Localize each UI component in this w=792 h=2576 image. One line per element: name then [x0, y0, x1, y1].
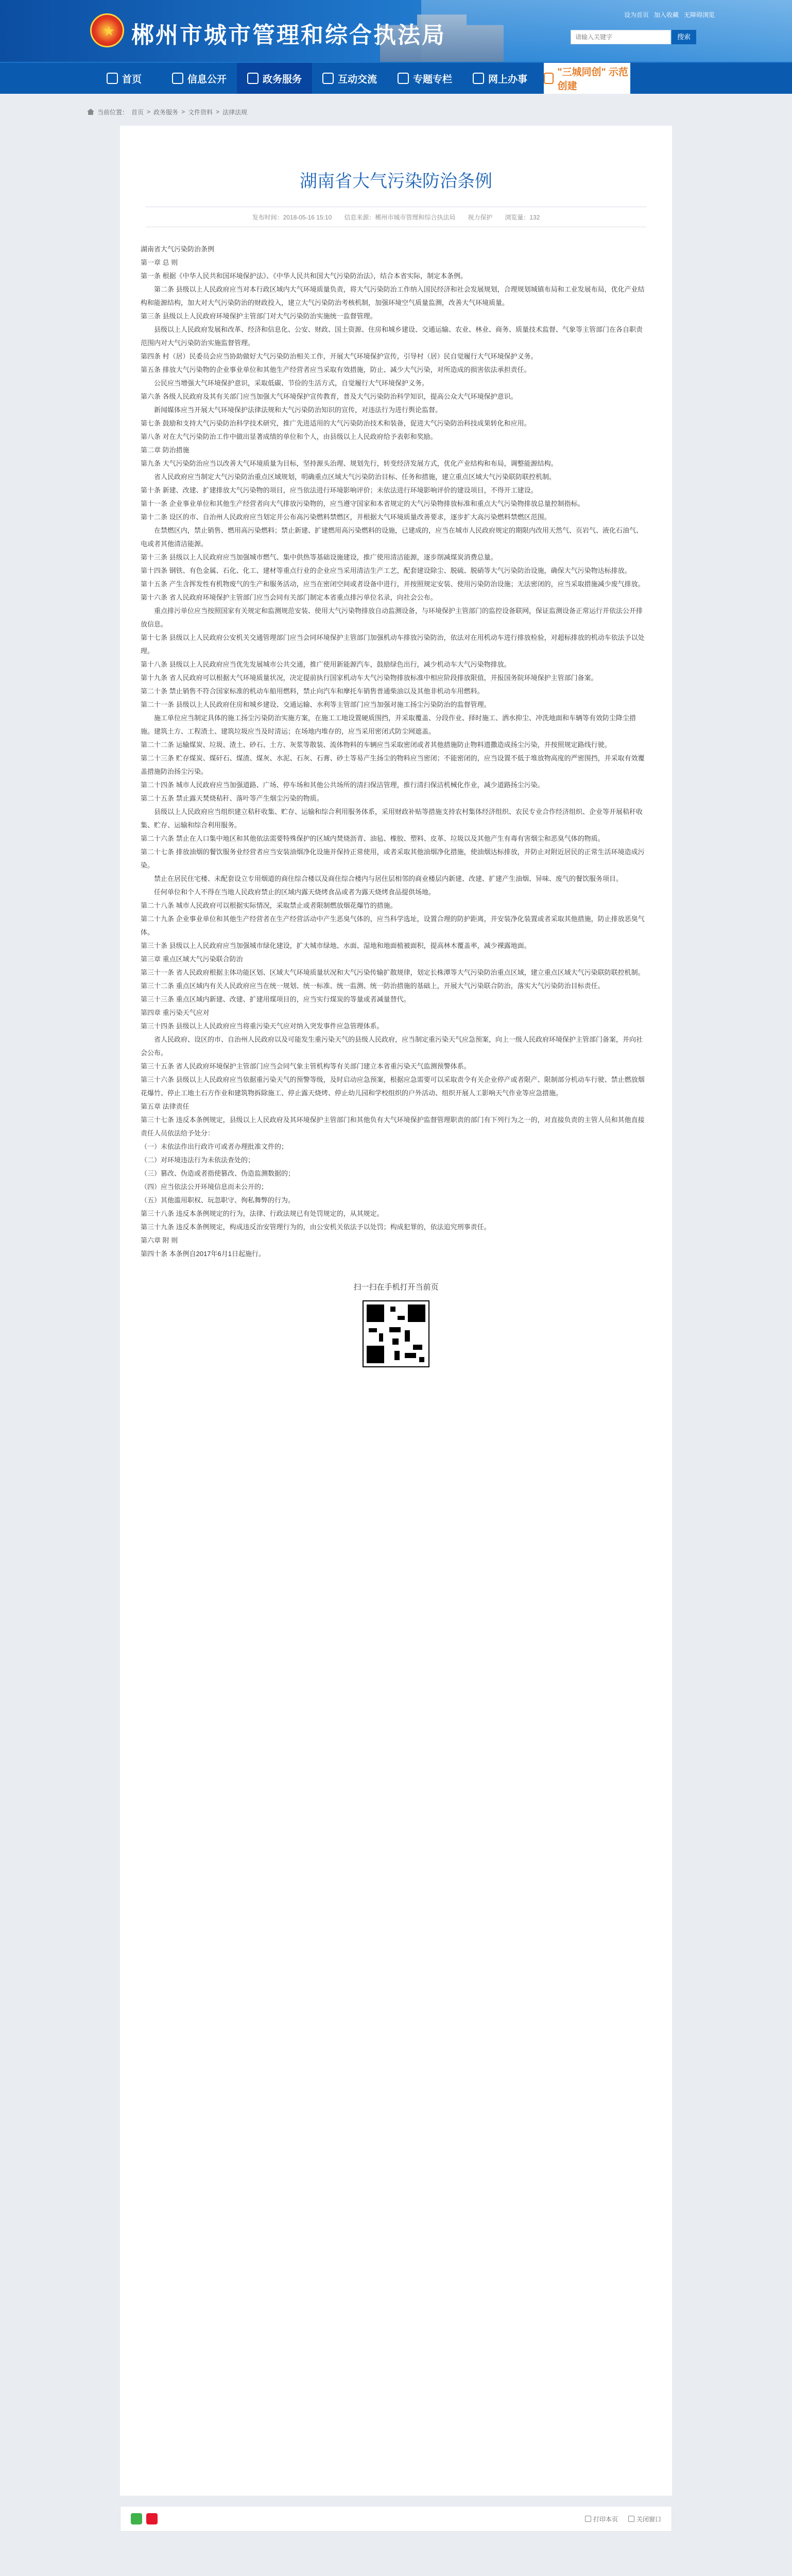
- article-paragraph: 第六章 附 则: [141, 1236, 178, 1244]
- breadcrumb-home[interactable]: 首页: [131, 108, 144, 116]
- article-paragraph: 第十七条 县级以上人民政府公安机关交通管理部门应当会同环境保护主管部门加强机动车排放污染防治，依法对在用机动车进行排放检验，对超标排放的机动车依法予以处理。: [141, 634, 645, 655]
- article-paragraph: 第二十一条 县级以上人民政府住房和城乡建设、交通运输、水利等主管部门应当加强对施工扬尘污染防治的监督管理。: [141, 701, 491, 708]
- article-paragraph: 第三十六条 县级以上人民政府应当依据重污染天气的预警等级，及时启动应急预案，根据应急需要可以采取责令有关企业停产或者限产、限制部分机动车行驶、禁止燃放烟花爆竹、停止工地土石方作业和建筑物拆除施工、停止露天烧烤、停止幼儿园和学校组织的户外活动、组织开展人工影响天气作业等应急措施。: [141, 1076, 645, 1097]
- site-header: [0, 0, 792, 62]
- view-count: 浏览量：132: [505, 213, 540, 221]
- article-paragraph: 第三十条 县级以上人民政府应当加强城市绿化建设，扩大城市绿地、水面、湿地和地面植被面积，提高林木覆盖率，减少裸露地面。: [141, 942, 531, 950]
- article-paragraph: 第十六条 省人民政府环境保护主管部门应当会同有关部门制定本省重点排污单位名录，向社会公布。: [141, 594, 437, 601]
- article-paragraph: （三）篡改、伪造或者指使篡改、伪造监测数据的；: [141, 1170, 295, 1177]
- article-paragraph: 第七条 鼓励和支持大气污染防治科学技术研究，推广先进适用的大气污染防治技术和装备，促进大气污染防治科技成果转化和应用。: [141, 419, 531, 427]
- campaign-icon: [544, 73, 554, 84]
- article-paragraph: 第四十条 本条例自2017年6月1日起施行。: [141, 1250, 265, 1258]
- article-paragraph: 第四条 村（居）民委员会应当协助做好大气污染防治相关工作，开展大气环境保护宣传，引导村（居）民自觉履行大气环境保护义务。: [141, 352, 538, 360]
- article-paragraph: 第二十四条 城市人民政府应当加强道路、广场、停车场和其他公共场所的清扫保洁管理，推行清扫保洁机械化作业，减少道路扬尘污染。: [141, 781, 544, 789]
- national-emblem-icon: ★: [90, 13, 124, 47]
- article-paragraph: 第三十八条 违反本条例规定的行为，法律、行政法规已有处罚规定的，从其规定。: [141, 1210, 384, 1217]
- eye-care-toggle[interactable]: 视力保护: [468, 213, 493, 221]
- article-paragraph: 第六条 各级人民政府及其有关部门应当加强大气环境保护宣传教育，普及大气污染防治科学知识，提高公众大气环境保护意识。: [141, 393, 518, 400]
- article-paragraph: 重点排污单位应当按照国家有关规定和监测规范安装、使用大气污染物排放自动监测设备，与环境保护主管部门的监控设备联网，保证监测设备正常运行并依法公开排放信息。: [141, 607, 643, 628]
- article-paragraph: （二）对环境违法行为未依法查处的；: [141, 1156, 255, 1164]
- article-paragraph: 第二十五条 禁止露天焚烧秸秆、落叶等产生烟尘污染的物质。: [141, 794, 323, 802]
- search-input[interactable]: [571, 30, 653, 44]
- article-paragraph: 第二条 县级以上人民政府应当对本行政区域内大气环境质量负责，将大气污染防治工作纳入国民经济和社会发展规划，合理规划城镇布局和工业发展布局，优化产业结构和能源结构，加大对大气污染防治的财政投入，建立大气污染防治考核机制，加强环境空气质量监测，改善大气环境质量。: [141, 285, 645, 307]
- add-favorite-link[interactable]: 加入收藏: [653, 11, 679, 19]
- close-window-button[interactable]: 关闭窗口: [628, 2515, 661, 2523]
- article-paragraph: 公民应当增强大气环境保护意识，采取低碳、节俭的生活方式，自觉履行大气环境保护义务。: [154, 379, 429, 387]
- article-paragraph: 第三条 县级以上人民政府环境保护主管部门对大气污染防治实施统一监督管理。: [141, 312, 377, 320]
- article-paragraph: 第一章 总 则: [141, 259, 178, 266]
- service-icon: [247, 73, 259, 84]
- article-paragraph: （五）其他滥用职权、玩忽职守、徇私舞弊的行为。: [141, 1196, 295, 1204]
- search-button[interactable]: 搜索: [672, 30, 696, 44]
- article-paragraph: 第二十六条 禁止在人口集中地区和其他依法需要特殊保护的区域内焚烧沥青、油毡、橡胶、塑料、皮革、垃圾以及其他产生有毒有害烟尘和恶臭气体的物质。: [141, 835, 605, 842]
- article-paragraph: 省人民政府、设区的市、自治州人民政府以及可能发生重污染天气的县级人民政府，应当制定重污染天气应急预案，向上一级人民政府环境保护主管部门备案，并向社会公布。: [141, 1036, 643, 1057]
- article-paragraph: 第三十九条 违反本条例规定，构成违反治安管理行为的，由公安机关依法予以处罚；构成犯罪的，依法追究刑事责任。: [141, 1223, 491, 1231]
- site-title: 郴州市城市管理和综合执法局: [131, 22, 446, 48]
- article-body: [120, 227, 672, 1261]
- nav-item-interaction[interactable]: 互动交流: [312, 63, 387, 94]
- nav-item-home[interactable]: 首页: [87, 63, 162, 94]
- info-icon: [172, 73, 183, 84]
- weibo-share-icon[interactable]: [146, 2513, 158, 2524]
- topic-icon: [398, 73, 409, 84]
- article-paragraph: 第十条 新建、改建、扩建排放大气污染物的项目，应当依法进行环境影响评价；未依法进行环境影响评价的建设项目，不得开工建设。: [141, 486, 538, 494]
- set-homepage-link[interactable]: 设为首页: [624, 11, 649, 19]
- top-links: [624, 10, 715, 19]
- article-meta: [146, 207, 646, 227]
- breadcrumb-files[interactable]: 文件资料: [188, 108, 213, 116]
- article-paragraph: 第十三条 县级以上人民政府应当加强城市燃气、集中供热等基础设施建设，推广使用清洁能源，逐步削减煤炭消费总量。: [141, 553, 497, 561]
- article-paragraph: 第三十七条 违反本条例规定，县级以上人民政府及其环境保护主管部门和其他负有大气环境保护监督管理职责的部门有下列行为之一的，对直接负责的主管人员和其他直接责任人员依法给予处分：: [141, 1116, 645, 1137]
- article-paragraph: 第二章 防治措施: [141, 446, 190, 454]
- article-paragraph: 第三十二条 重点区域内有关人民政府应当在统一规划、统一标准、统一监测、统一防治措施的基础上，开展大气污染联合防治，落实大气污染防治目标责任。: [141, 982, 605, 990]
- article-paragraph: 禁止在居民住宅楼、未配套设立专用烟道的商住综合楼以及商住综合楼内与居住层相邻的商业楼层内新建、改建、扩建产生油烟、异味、废气的餐饮服务项目。: [154, 875, 623, 883]
- article-paragraph: 在禁燃区内，禁止销售、燃用高污染燃料；禁止新建、扩建燃用高污染燃料的设施，已建成的，应当在城市人民政府规定的期限内改用天然气、页岩气、液化石油气、电或者其他清洁能源。: [141, 527, 643, 548]
- main-nav: [0, 62, 792, 94]
- article-paragraph: 第十四条 钢铁、有色金属、石化、化工、建材等重点行业的企业应当采用清洁生产工艺，配套建设除尘、脱硫、脱硝等大气污染防治设施，确保大气污染物达标排放。: [141, 567, 631, 574]
- article-paragraph: 第三十四条 县级以上人民政府应当将重污染天气应对纳入突发事件应急管理体系。: [141, 1022, 384, 1030]
- close-icon: [628, 2516, 634, 2522]
- breadcrumb: 当前位置： 首页 > 政务服务 > 文件资料 > 法律法规: [87, 104, 705, 120]
- article-paragraph: 省人民政府应当制定大气污染防治重点区域规划，明确重点区域大气污染防治目标、任务和措施，建立重点区域大气污染联防联控机制。: [154, 473, 556, 481]
- print-icon: [585, 2516, 591, 2522]
- share-bar: [131, 2513, 158, 2524]
- article-paragraph: 第九条 大气污染防治应当以改善大气环境质量为目标，坚持源头治理、规划先行，转变经济发展方式，优化产业结构和布局，调整能源结构。: [141, 460, 558, 467]
- article-paragraph: 县级以上人民政府应当组织建立秸秆收集、贮存、运输和综合利用服务体系，采用财政补贴等措施支持农村集体经济组织、农民专业合作经济组织、企业等开展秸秆收集、贮存、运输和综合利用服务。: [141, 808, 643, 829]
- article-paragraph: 第十五条 产生含挥发性有机物废气的生产和服务活动，应当在密闭空间或者设备中进行，并按照规定安装、使用污染防治设施；无法密闭的，应当采取措施减少废气排放。: [141, 580, 645, 588]
- nav-item-online[interactable]: 网上办事: [462, 63, 538, 94]
- article-paragraph: （一）未依法作出行政许可或者办理批准文件的；: [141, 1143, 288, 1150]
- print-button[interactable]: 打印本页: [585, 2515, 618, 2523]
- nav-item-campaign[interactable]: "三城同创" 示范创建: [544, 63, 630, 94]
- article-actions: [120, 2506, 672, 2532]
- article-paragraph: 第四章 重污染天气应对: [141, 1009, 210, 1016]
- info-source: 信息来源：郴州市城市管理和综合执法局: [344, 213, 456, 221]
- article-paragraph: 第十九条 省人民政府可以根据大气环境质量状况，决定提前执行国家机动车大气污染物排放标准中相应阶段排放限值，并报国务院环境保护主管部门备案。: [141, 674, 598, 682]
- article-paragraph: 县级以上人民政府发展和改革、经济和信息化、公安、财政、国土资源、住房和城乡建设、交通运输、农业、林业、商务、质量技术监督、气象等主管部门在各自职责范围内对大气污染防治实施监督管理。: [141, 326, 643, 347]
- qr-code-icon: [363, 1300, 429, 1367]
- home-icon: [87, 109, 94, 115]
- article-paragraph: 第三十五条 省人民政府环境保护主管部门应当会同气象主管机构等有关部门建立本省重污染天气监测预警体系。: [141, 1062, 471, 1070]
- article-paragraph: 湖南省大气污染防治条例: [141, 245, 215, 253]
- article-paragraph: 新闻媒体应当开展大气环境保护法律法规和大气污染防治知识的宣传，对违法行为进行舆论监督。: [154, 406, 442, 414]
- article-paragraph: 施工单位应当制定具体的施工扬尘污染防治实施方案，在施工工地设置硬质围挡，并采取覆盖、分段作业、择时施工、洒水抑尘、冲洗地面和车辆等有效防尘降尘措施。建筑土方、工程渣土、建筑垃圾应当及时清运；在场地内堆存的，应当采用密闭式防尘网遮盖。: [141, 714, 636, 735]
- nav-item-service[interactable]: 政务服务: [237, 63, 312, 94]
- article-paragraph: （四）应当依法公开环境信息而未公开的；: [141, 1183, 268, 1191]
- breadcrumb-laws[interactable]: 法律法规: [222, 108, 248, 116]
- accessibility-link[interactable]: 无障碍浏览: [683, 11, 715, 19]
- chat-icon: [322, 73, 334, 84]
- nav-item-topics[interactable]: 专题专栏: [387, 63, 462, 94]
- article-title: 湖南省大气污染防治条例: [300, 171, 492, 192]
- article-paragraph: 第二十七条 排放油烟的餐饮服务业经营者应当安装油烟净化设施并保持正常使用，或者采取其他油烟净化措施，使油烟达标排放，并防止对附近居民的正常生活环境造成污染。: [141, 848, 645, 869]
- qr-section: [120, 1281, 672, 1367]
- qr-caption: 扫一扫在手机打开当前页: [353, 1283, 439, 1292]
- action-links: [585, 2515, 661, 2523]
- article-paragraph: 任何单位和个人不得在当地人民政府禁止的区域内露天烧烤食品或者为露天烧烤食品提供场地。: [154, 888, 436, 896]
- article-paragraph: 第三十一条 省人民政府根据主体功能区划、区域大气环境质量状况和大气污染传输扩散规律，划定长株潭等大气污染防治重点区域，建立重点区域大气污染联防联控机制。: [141, 969, 645, 976]
- article-paragraph: 第一条 根据《中华人民共和国环境保护法》、《中华人民共和国大气污染防治法》，结合本省实际，制定本条例。: [141, 272, 468, 280]
- article-paragraph: 第二十条 禁止销售不符合国家标准的机动车船用燃料，禁止向汽车和摩托车销售普通柴油以及其他非机动车用燃料。: [141, 687, 484, 695]
- article-paragraph: 第二十九条 企业事业单位和其他生产经营者在生产经营活动中产生恶臭气体的，应当科学选址，设置合理的防护距离，并安装净化装置或者采取其他措施，防止排放恶臭气体。: [141, 915, 645, 936]
- search-box: [571, 30, 671, 44]
- breadcrumb-service[interactable]: 政务服务: [153, 108, 179, 116]
- wechat-share-icon[interactable]: [131, 2513, 142, 2524]
- article-paragraph: 第三章 重点区域大气污染联合防治: [141, 955, 243, 963]
- article-paragraph: 第二十三条 贮存煤炭、煤矸石、煤渣、煤灰、水泥、石灰、石膏、砂土等易产生扬尘的物料应当密闭；不能密闭的，应当设置不低于堆放物高度的严密围挡，并采取有效覆盖措施防治扬尘污染。: [141, 754, 645, 775]
- home-icon: [107, 73, 118, 84]
- article: [120, 126, 672, 2496]
- article-paragraph: 第二十八条 城市人民政府可以根据实际情况，采取禁止或者限制燃放烟花爆竹的措施。: [141, 902, 397, 909]
- article-paragraph: 第五条 排放大气污染物的企业事业单位和其他生产经营者应当采取有效措施，防止、减少大气污染，对所造成的损害依法承担责任。: [141, 366, 531, 374]
- publish-time: 发布时间：2018-05-16 15:10: [252, 213, 332, 221]
- article-paragraph: 第二十二条 运输煤炭、垃圾、渣土、砂石、土方、灰浆等散装、流体物料的车辆应当采取密闭或者其他措施防止物料遗撒造成扬尘污染，并按照规定路线行驶。: [141, 741, 611, 749]
- article-paragraph: 第十一条 企业事业单位和其他生产经营者向大气排放污染物的，应当遵守国家和本省规定的大气污染物排放标准和重点大气污染物排放总量控制指标。: [141, 500, 584, 507]
- article-paragraph: 第十八条 县级以上人民政府应当优先发展城市公共交通，推广使用新能源汽车，鼓励绿色出行，减少机动车大气污染物排放。: [141, 660, 511, 668]
- online-icon: [473, 73, 484, 84]
- article-paragraph: 第八条 对在大气污染防治工作中做出显著成绩的单位和个人，由县级以上人民政府给予表彰和奖励。: [141, 433, 437, 440]
- article-paragraph: 第五章 法律责任: [141, 1103, 190, 1110]
- article-paragraph: 第十二条 设区的市、自治州人民政府应当划定并公布高污染燃料禁燃区，并根据大气环境质量改善要求，逐步扩大高污染燃料禁燃区范围。: [141, 513, 551, 521]
- article-paragraph: 第三十三条 重点区域内新建、改建、扩建用煤项目的，应当实行煤炭的等量或者减量替代。: [141, 995, 410, 1003]
- nav-item-info[interactable]: 信息公开: [162, 63, 237, 94]
